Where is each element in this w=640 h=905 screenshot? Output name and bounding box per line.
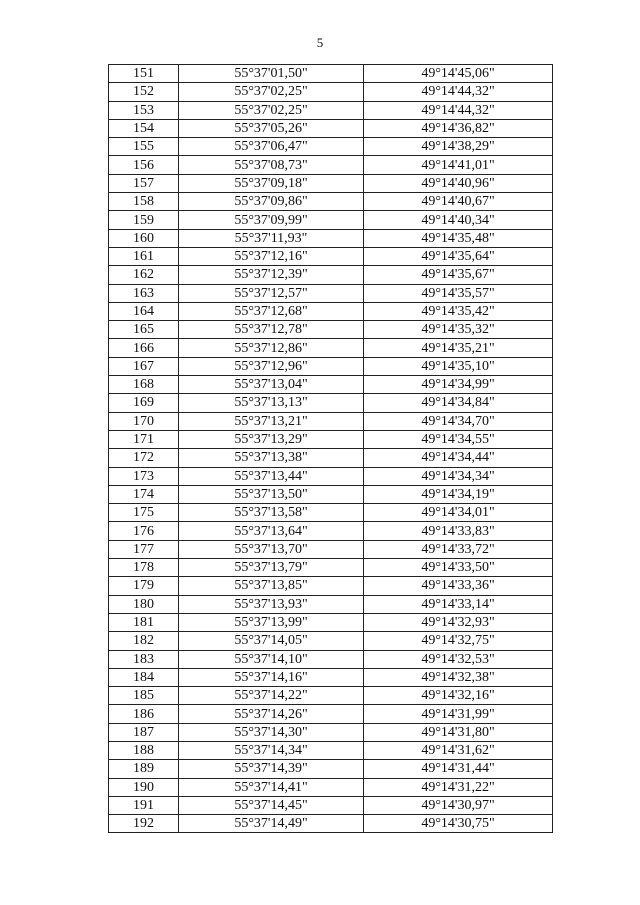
longitude-cell: 49°14'32,93" xyxy=(364,613,553,631)
latitude-cell: 55°37'13,44" xyxy=(179,467,364,485)
point-number-cell: 191 xyxy=(109,796,179,814)
point-number-cell: 179 xyxy=(109,577,179,595)
table-row xyxy=(109,504,553,522)
longitude-cell: 49°14'35,67" xyxy=(364,266,553,284)
table-row xyxy=(109,540,553,558)
latitude-cell: 55°37'01,50" xyxy=(179,65,364,83)
longitude-cell: 49°14'31,44" xyxy=(364,760,553,778)
point-number-cell: 153 xyxy=(109,101,179,119)
table-row xyxy=(109,156,553,174)
table-row xyxy=(109,559,553,577)
point-number-cell: 182 xyxy=(109,632,179,650)
latitude-cell: 55°37'13,85" xyxy=(179,577,364,595)
point-number-cell: 176 xyxy=(109,522,179,540)
longitude-cell: 49°14'34,19" xyxy=(364,485,553,503)
latitude-cell: 55°37'12,96" xyxy=(179,357,364,375)
point-number-cell: 170 xyxy=(109,412,179,430)
latitude-cell: 55°37'12,16" xyxy=(179,247,364,265)
longitude-cell: 49°14'30,75" xyxy=(364,815,553,833)
latitude-cell: 55°37'13,99" xyxy=(179,613,364,631)
point-number-cell: 155 xyxy=(109,138,179,156)
table-row xyxy=(109,760,553,778)
point-number-cell: 169 xyxy=(109,394,179,412)
point-number-cell: 162 xyxy=(109,266,179,284)
longitude-cell: 49°14'31,22" xyxy=(364,778,553,796)
longitude-cell: 49°14'33,14" xyxy=(364,595,553,613)
latitude-cell: 55°37'12,86" xyxy=(179,339,364,357)
table-row xyxy=(109,83,553,101)
longitude-cell: 49°14'41,01" xyxy=(364,156,553,174)
point-number-cell: 189 xyxy=(109,760,179,778)
longitude-cell: 49°14'35,48" xyxy=(364,229,553,247)
latitude-cell: 55°37'13,13" xyxy=(179,394,364,412)
table-row xyxy=(109,449,553,467)
longitude-cell: 49°14'31,80" xyxy=(364,723,553,741)
table-row xyxy=(109,613,553,631)
latitude-cell: 55°37'13,58" xyxy=(179,504,364,522)
table-row xyxy=(109,595,553,613)
latitude-cell: 55°37'14,30" xyxy=(179,723,364,741)
longitude-cell: 49°14'45,06" xyxy=(364,65,553,83)
longitude-cell: 49°14'35,10" xyxy=(364,357,553,375)
point-number-cell: 166 xyxy=(109,339,179,357)
longitude-cell: 49°14'31,62" xyxy=(364,741,553,759)
point-number-cell: 183 xyxy=(109,650,179,668)
latitude-cell: 55°37'13,29" xyxy=(179,430,364,448)
longitude-cell: 49°14'36,82" xyxy=(364,119,553,137)
table-row xyxy=(109,394,553,412)
latitude-cell: 55°37'11,93" xyxy=(179,229,364,247)
table-row xyxy=(109,229,553,247)
latitude-cell: 55°37'14,05" xyxy=(179,632,364,650)
point-number-cell: 181 xyxy=(109,613,179,631)
longitude-cell: 49°14'34,55" xyxy=(364,430,553,448)
page-number: 5 xyxy=(316,35,324,50)
point-number-cell: 171 xyxy=(109,430,179,448)
table-row xyxy=(109,723,553,741)
longitude-cell: 49°14'34,34" xyxy=(364,467,553,485)
longitude-cell: 49°14'40,34" xyxy=(364,211,553,229)
table-row xyxy=(109,247,553,265)
longitude-cell: 49°14'34,70" xyxy=(364,412,553,430)
latitude-cell: 55°37'14,16" xyxy=(179,668,364,686)
table-row xyxy=(109,687,553,705)
point-number-cell: 172 xyxy=(109,449,179,467)
longitude-cell: 49°14'34,84" xyxy=(364,394,553,412)
longitude-cell: 49°14'38,29" xyxy=(364,138,553,156)
longitude-cell: 49°14'34,01" xyxy=(364,504,553,522)
longitude-cell: 49°14'35,32" xyxy=(364,321,553,339)
longitude-cell: 49°14'33,50" xyxy=(364,559,553,577)
table-row xyxy=(109,193,553,211)
table-row xyxy=(109,522,553,540)
latitude-cell: 55°37'13,70" xyxy=(179,540,364,558)
point-number-cell: 184 xyxy=(109,668,179,686)
table-row xyxy=(109,174,553,192)
point-number-cell: 178 xyxy=(109,559,179,577)
point-number-cell: 188 xyxy=(109,741,179,759)
latitude-cell: 55°37'12,39" xyxy=(179,266,364,284)
point-number-cell: 186 xyxy=(109,705,179,723)
point-number-cell: 159 xyxy=(109,211,179,229)
longitude-cell: 49°14'33,36" xyxy=(364,577,553,595)
latitude-cell: 55°37'14,45" xyxy=(179,796,364,814)
table-row xyxy=(109,815,553,833)
latitude-cell: 55°37'09,86" xyxy=(179,193,364,211)
point-number-cell: 151 xyxy=(109,65,179,83)
point-number-cell: 164 xyxy=(109,302,179,320)
longitude-cell: 49°14'40,67" xyxy=(364,193,553,211)
longitude-cell: 49°14'35,42" xyxy=(364,302,553,320)
latitude-cell: 55°37'13,79" xyxy=(179,559,364,577)
latitude-cell: 55°37'02,25" xyxy=(179,101,364,119)
longitude-cell: 49°14'30,97" xyxy=(364,796,553,814)
table-row xyxy=(109,485,553,503)
table-row xyxy=(109,577,553,595)
latitude-cell: 55°37'14,41" xyxy=(179,778,364,796)
longitude-cell: 49°14'33,72" xyxy=(364,540,553,558)
longitude-cell: 49°14'40,96" xyxy=(364,174,553,192)
latitude-cell: 55°37'13,64" xyxy=(179,522,364,540)
latitude-cell: 55°37'14,26" xyxy=(179,705,364,723)
table-row xyxy=(109,650,553,668)
table-row xyxy=(109,741,553,759)
latitude-cell: 55°37'14,49" xyxy=(179,815,364,833)
point-number-cell: 158 xyxy=(109,193,179,211)
latitude-cell: 55°37'14,34" xyxy=(179,741,364,759)
point-number-cell: 160 xyxy=(109,229,179,247)
latitude-cell: 55°37'12,68" xyxy=(179,302,364,320)
point-number-cell: 167 xyxy=(109,357,179,375)
table-row xyxy=(109,668,553,686)
longitude-cell: 49°14'32,38" xyxy=(364,668,553,686)
point-number-cell: 174 xyxy=(109,485,179,503)
table-row xyxy=(109,321,553,339)
longitude-cell: 49°14'35,64" xyxy=(364,247,553,265)
latitude-cell: 55°37'05,26" xyxy=(179,119,364,137)
longitude-cell: 49°14'33,83" xyxy=(364,522,553,540)
latitude-cell: 55°37'02,25" xyxy=(179,83,364,101)
table-row xyxy=(109,376,553,394)
table-row xyxy=(109,138,553,156)
point-number-cell: 156 xyxy=(109,156,179,174)
point-number-cell: 154 xyxy=(109,119,179,137)
longitude-cell: 49°14'35,21" xyxy=(364,339,553,357)
latitude-cell: 55°37'12,78" xyxy=(179,321,364,339)
latitude-cell: 55°37'13,50" xyxy=(179,485,364,503)
point-number-cell: 161 xyxy=(109,247,179,265)
coordinates-table-body xyxy=(109,65,553,833)
point-number-cell: 173 xyxy=(109,467,179,485)
longitude-cell: 49°14'34,44" xyxy=(364,449,553,467)
table-row xyxy=(109,266,553,284)
point-number-cell: 190 xyxy=(109,778,179,796)
table-row xyxy=(109,357,553,375)
table-row xyxy=(109,412,553,430)
latitude-cell: 55°37'14,39" xyxy=(179,760,364,778)
longitude-cell: 49°14'44,32" xyxy=(364,101,553,119)
point-number-cell: 185 xyxy=(109,687,179,705)
longitude-cell: 49°14'34,99" xyxy=(364,376,553,394)
latitude-cell: 55°37'12,57" xyxy=(179,284,364,302)
latitude-cell: 55°37'09,99" xyxy=(179,211,364,229)
table-row xyxy=(109,65,553,83)
table-row xyxy=(109,705,553,723)
table-row xyxy=(109,339,553,357)
latitude-cell: 55°37'14,10" xyxy=(179,650,364,668)
latitude-cell: 55°37'09,18" xyxy=(179,174,364,192)
point-number-cell: 187 xyxy=(109,723,179,741)
point-number-cell: 168 xyxy=(109,376,179,394)
table-row xyxy=(109,284,553,302)
table-row xyxy=(109,796,553,814)
table-row xyxy=(109,467,553,485)
point-number-cell: 157 xyxy=(109,174,179,192)
latitude-cell: 55°37'08,73" xyxy=(179,156,364,174)
point-number-cell: 192 xyxy=(109,815,179,833)
point-number-cell: 180 xyxy=(109,595,179,613)
table-row xyxy=(109,101,553,119)
point-number-cell: 152 xyxy=(109,83,179,101)
latitude-cell: 55°37'06,47" xyxy=(179,138,364,156)
point-number-cell: 175 xyxy=(109,504,179,522)
longitude-cell: 49°14'32,53" xyxy=(364,650,553,668)
point-number-cell: 177 xyxy=(109,540,179,558)
latitude-cell: 55°37'14,22" xyxy=(179,687,364,705)
longitude-cell: 49°14'44,32" xyxy=(364,83,553,101)
point-number-cell: 165 xyxy=(109,321,179,339)
table-row xyxy=(109,302,553,320)
latitude-cell: 55°37'13,04" xyxy=(179,376,364,394)
table-row xyxy=(109,119,553,137)
latitude-cell: 55°37'13,21" xyxy=(179,412,364,430)
longitude-cell: 49°14'31,99" xyxy=(364,705,553,723)
table-row xyxy=(109,632,553,650)
longitude-cell: 49°14'32,75" xyxy=(364,632,553,650)
longitude-cell: 49°14'35,57" xyxy=(364,284,553,302)
coordinates-table xyxy=(108,64,553,833)
table-row xyxy=(109,430,553,448)
point-number-cell: 163 xyxy=(109,284,179,302)
table-row xyxy=(109,778,553,796)
table-row xyxy=(109,211,553,229)
latitude-cell: 55°37'13,93" xyxy=(179,595,364,613)
latitude-cell: 55°37'13,38" xyxy=(179,449,364,467)
longitude-cell: 49°14'32,16" xyxy=(364,687,553,705)
